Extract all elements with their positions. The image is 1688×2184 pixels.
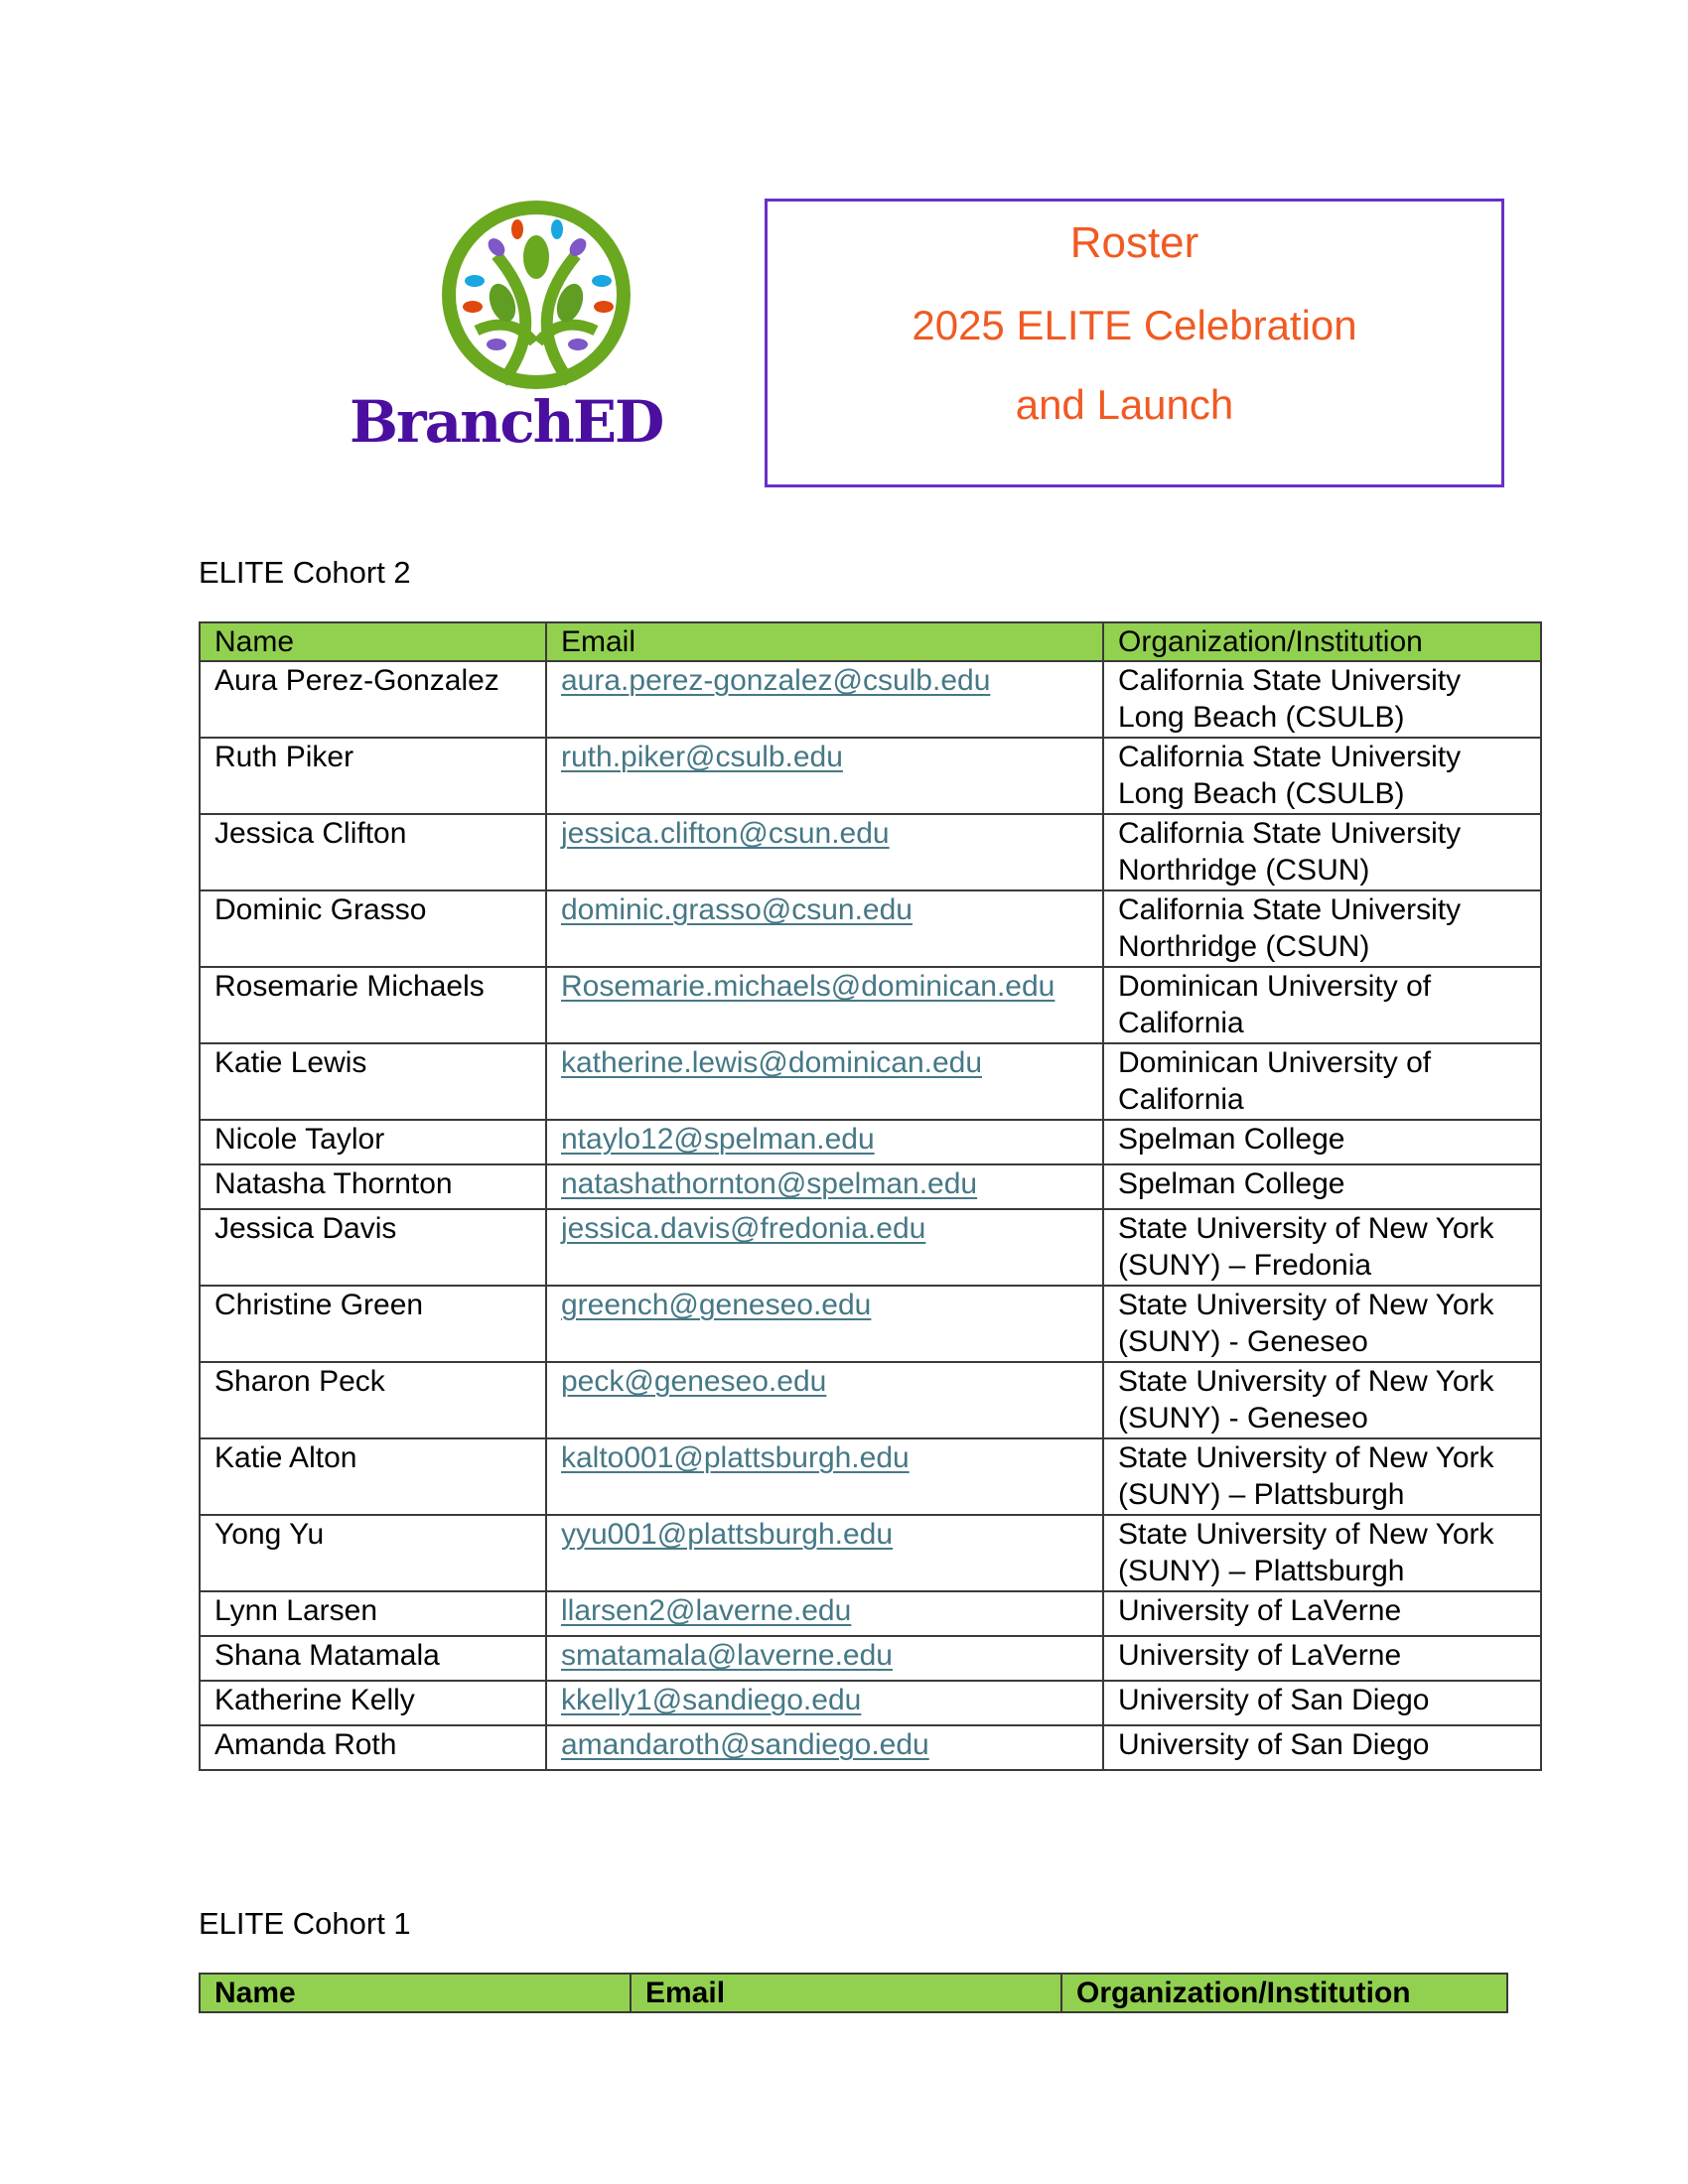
participant-name: Katie Alton xyxy=(200,1438,546,1515)
participant-name: Yong Yu xyxy=(200,1515,546,1591)
table-header-row xyxy=(200,622,1541,661)
email-link[interactable]: dominic.grasso@csun.edu xyxy=(561,893,913,926)
participant-organization: University of San Diego xyxy=(1103,1681,1541,1725)
table-row xyxy=(200,1209,1541,1286)
branched-logo xyxy=(338,194,755,462)
table-row xyxy=(200,1515,1541,1591)
participant-email-cell xyxy=(546,1164,1103,1209)
participant-organization: State University of New York (SUNY) – Plattsburgh xyxy=(1103,1515,1541,1591)
email-link[interactable]: amandaroth@sandiego.edu xyxy=(561,1728,929,1761)
table-row xyxy=(200,1636,1541,1681)
event-title-line2: and Launch xyxy=(1015,381,1234,428)
cohort1-heading: ELITE Cohort 1 xyxy=(199,1906,411,1941)
participant-organization: State University of New York (SUNY) – Fredonia xyxy=(1103,1209,1541,1286)
table-row xyxy=(200,967,1541,1043)
participant-organization: California State University Long Beach (CSULB) xyxy=(1103,661,1541,738)
participant-organization: California State University Northridge (CSUN) xyxy=(1103,814,1541,890)
participant-organization: California State University Northridge (CSUN) xyxy=(1103,890,1541,967)
participant-name: Jessica Clifton xyxy=(200,814,546,890)
table-row xyxy=(200,1043,1541,1120)
participant-organization: Dominican University of California xyxy=(1103,967,1541,1043)
tree-emblem-icon xyxy=(437,194,635,392)
email-link[interactable]: kalto001@plattsburgh.edu xyxy=(561,1441,910,1474)
participant-organization: State University of New York (SUNY) – Plattsburgh xyxy=(1103,1438,1541,1515)
participant-organization: University of LaVerne xyxy=(1103,1636,1541,1681)
participant-name: Aura Perez-Gonzalez xyxy=(200,661,546,738)
table-row xyxy=(200,1362,1541,1438)
email-link[interactable]: kkelly1@sandiego.edu xyxy=(561,1684,862,1716)
table-row xyxy=(200,1725,1541,1770)
participant-name: Katie Lewis xyxy=(200,1043,546,1120)
column-header-email: Email xyxy=(631,1974,1061,2012)
email-link[interactable]: jessica.davis@fredonia.edu xyxy=(561,1212,926,1245)
table-row xyxy=(200,1286,1541,1362)
participant-email-cell xyxy=(546,1209,1103,1286)
email-link[interactable]: katherine.lewis@dominican.edu xyxy=(561,1046,983,1079)
participant-name: Amanda Roth xyxy=(200,1725,546,1770)
participant-name: Natasha Thornton xyxy=(200,1164,546,1209)
participant-email-cell xyxy=(546,1725,1103,1770)
column-header-organization: Organization/Institution xyxy=(1061,1974,1507,2012)
participant-email-cell xyxy=(546,661,1103,738)
participant-email-cell xyxy=(546,1362,1103,1438)
participant-organization: State University of New York (SUNY) - Geneseo xyxy=(1103,1286,1541,1362)
table-header-row xyxy=(200,1974,1507,2012)
participant-name: Lynn Larsen xyxy=(200,1591,546,1636)
email-link[interactable]: ruth.piker@csulb.edu xyxy=(561,741,843,773)
email-link[interactable]: llarsen2@laverne.edu xyxy=(561,1594,852,1627)
participant-email-cell xyxy=(546,1681,1103,1725)
brand-wordmark: BranchED xyxy=(350,388,663,456)
table-row xyxy=(200,1120,1541,1164)
email-link[interactable]: greench@geneseo.edu xyxy=(561,1289,872,1321)
cohort2-table xyxy=(199,621,1542,1771)
column-header-organization: Organization/Institution xyxy=(1103,622,1541,661)
participant-name: Dominic Grasso xyxy=(200,890,546,967)
title-box xyxy=(765,199,1504,487)
cohort2-heading: ELITE Cohort 2 xyxy=(199,555,411,590)
table-row xyxy=(200,738,1541,814)
participant-organization: University of San Diego xyxy=(1103,1725,1541,1770)
participant-name: Jessica Davis xyxy=(200,1209,546,1286)
participant-organization: University of LaVerne xyxy=(1103,1591,1541,1636)
table-row xyxy=(200,1438,1541,1515)
event-title-line1: 2025 ELITE Celebration xyxy=(912,302,1357,348)
participant-email-cell xyxy=(546,1591,1103,1636)
table-row xyxy=(200,890,1541,967)
participant-organization: State University of New York (SUNY) - Geneseo xyxy=(1103,1362,1541,1438)
table-row xyxy=(200,1681,1541,1725)
participant-name: Rosemarie Michaels xyxy=(200,967,546,1043)
roster-title: Roster xyxy=(1069,218,1199,267)
participant-email-cell xyxy=(546,1286,1103,1362)
table-row xyxy=(200,814,1541,890)
participant-organization: Spelman College xyxy=(1103,1164,1541,1209)
column-header-email: Email xyxy=(546,622,1103,661)
participant-email-cell xyxy=(546,738,1103,814)
cohort1-table xyxy=(199,1973,1508,2013)
email-link[interactable]: Rosemarie.michaels@dominican.edu xyxy=(561,970,1055,1003)
participant-organization: California State University Long Beach (CSULB) xyxy=(1103,738,1541,814)
participant-email-cell xyxy=(546,1043,1103,1120)
participant-name: Shana Matamala xyxy=(200,1636,546,1681)
participant-name: Katherine Kelly xyxy=(200,1681,546,1725)
participant-email-cell xyxy=(546,890,1103,967)
email-link[interactable]: ntaylo12@spelman.edu xyxy=(561,1123,875,1156)
participant-email-cell xyxy=(546,1120,1103,1164)
email-link[interactable]: jessica.clifton@csun.edu xyxy=(561,817,890,850)
participant-email-cell xyxy=(546,1636,1103,1681)
table-row xyxy=(200,1164,1541,1209)
participant-name: Christine Green xyxy=(200,1286,546,1362)
participant-email-cell xyxy=(546,1438,1103,1515)
participant-email-cell xyxy=(546,1515,1103,1591)
email-link[interactable]: natashathornton@spelman.edu xyxy=(561,1167,978,1200)
email-link[interactable]: aura.perez-gonzalez@csulb.edu xyxy=(561,664,991,697)
email-link[interactable]: smatamala@laverne.edu xyxy=(561,1639,893,1672)
column-header-name: Name xyxy=(200,1974,631,2012)
email-link[interactable]: peck@geneseo.edu xyxy=(561,1365,827,1398)
participant-email-cell xyxy=(546,814,1103,890)
table-row xyxy=(200,661,1541,738)
email-link[interactable]: yyu001@plattsburgh.edu xyxy=(561,1518,894,1551)
column-header-name: Name xyxy=(200,622,546,661)
participant-name: Ruth Piker xyxy=(200,738,546,814)
participant-email-cell xyxy=(546,967,1103,1043)
participant-name: Sharon Peck xyxy=(200,1362,546,1438)
participant-name: Nicole Taylor xyxy=(200,1120,546,1164)
table-row xyxy=(200,1591,1541,1636)
participant-organization: Spelman College xyxy=(1103,1120,1541,1164)
participant-organization: Dominican University of California xyxy=(1103,1043,1541,1120)
